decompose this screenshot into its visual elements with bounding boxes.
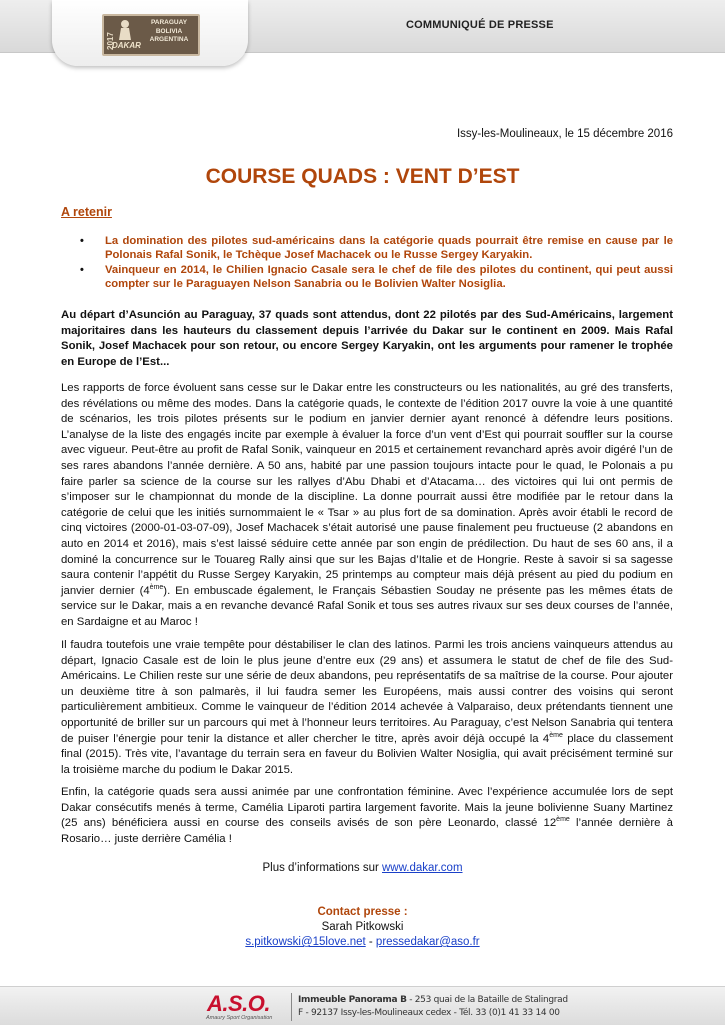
bullet-text: La domination des pilotes sud-américains dans la catégorie quads pourrait être remise en cause par le Polonais Rafal Sonik, le Tchèque Josef Machacek ou le Russe Sergey Karyakin.: [105, 235, 673, 262]
email-separator: -: [365, 936, 376, 948]
email-link[interactable]: s.pitkowski@15love.net: [245, 936, 366, 948]
footer-building: Immeuble Panorama B: [298, 995, 407, 1005]
paragraph-text: ). En embuscade également, le Français Sébastien Souday ne présente pas les mêmes états de service sur le Dakar, mais a en revanche devancé Rafal Sonik et tous ses autres rivaux sur ses deux courses de l’année, en Sardaigne et au Maroc !: [61, 584, 673, 628]
paragraph-text: place du classement final (2015). Très vite, l’avantage du terrain sera en faveur du Bolivien Walter Nosiglia, qui avait précisément terminé sur la troisième marche du podium le Dakar 2015.: [61, 732, 673, 776]
aso-logo: A.S.O.: [207, 991, 271, 1016]
logo-country: ARGENTINA: [149, 36, 189, 43]
key-points-list: [61, 234, 673, 292]
paragraph-text: Les rapports de force évoluent sans cesse sur le Dakar entre les constructeurs ou les nationalités, au gré des transferts, des révélations ou même des modes. Dans la catégorie quads, le contexte de l’édition 2017 ouvre la voie à une quantité de scénarios, les trois pilotes présents sur le podium en janvier dernier ayant renoncé à défendre leurs positions. L’analyse de la liste des engagés incite par exemple à évaluer la force d’un vent d’Est qui pourrait souffler sur la course avec vigueur. Peut-être au profit de Rafal Sonik, vainqueur en 2015 et certainement revanchard après avoir digéré l’un de ses rares abandons l’année dernière. A 50 ans, habité par une passion toujours intacte pour le quad, le Polonais a pu faire parler sa science de la course sur les rallyes d’Abu Dhabi et d’Atacama… des victoires qui lui ont permis de s’imposer sur le championnat du monde de la discipline. La donne pourrait aussi être modifiée par le retour dans la catégorie de celui que les initiés surnommaient le « Tsar » au plus fort de sa domination. Après avoir établi le record de cinq victoires (2000-01-03-07-09), Josef Machacek s’était autorisé une pause finalement peu fructueuse (2 abandons en auto en 2014 et 2016), mais s’est laissé séduire cette année par son engin de prédilection. Du haut de ses 60 ans, il a dominé la concurrence sur le Touareg Rally ainsi que sur les Bajas d’Italie et de Hongrie. Reste à savoir si sa sagesse saura contenir l’appétit du Russe Sergey Karyakin, 25 printemps au compteur mais déjà présent au pied du podium en janvier dernier (4: [61, 382, 673, 597]
superscript: ème: [549, 731, 563, 739]
more-info-line: [0, 862, 725, 874]
list-item: [61, 234, 673, 263]
aso-tagline: Amaury Sport Organisation: [206, 1015, 273, 1021]
paragraph-text: Enfin, la catégorie quads sera aussi animée par une confrontation féminine. Avec l’expérience accumulée lors de sept Dakar consécutifs menés à terme, Camélia Liparoti partira largement favorite. Mais la jeune bolivienne Suany Martinez (25 ans) bénéficiera aussi en course des conseils avisés de son père Leonardo, classé 12: [61, 786, 673, 830]
contact-name: Sarah Pitkowski: [321, 921, 404, 933]
page-title: COURSE QUADS : VENT D’EST: [205, 165, 520, 188]
lead-paragraph: Au départ d’Asunción au Paraguay, 37 quads sont attendus, dont 22 pilotés par des Sud-Américains, largement majoritaires dans les hauteurs du classement depuis l’arrivée du Dakar sur le continent en 2009. Mais Rafal Sonik, Josef Machacek pour son retour, ou encore Sergey Karyakin, ont les arguments pour ramener le trophée en Europe de l’Est...: [61, 309, 673, 368]
header-logo-tab: [52, 0, 248, 66]
footer: [0, 986, 725, 1025]
list-item: [61, 263, 673, 292]
date-line: Issy-les-Moulineaux, le 15 décembre 2016: [456, 128, 673, 140]
paragraph-text: l’année dernière à Rosario… juste derrière Camélia !: [61, 817, 673, 845]
section-heading: A retenir: [61, 205, 112, 219]
body-paragraph: [61, 785, 673, 847]
bedouin-icon: [116, 19, 134, 41]
more-info-text: Plus d’informations sur: [262, 862, 382, 874]
footer-divider: [291, 993, 292, 1021]
logo-countries: [142, 19, 196, 45]
paragraph-text: Il faudra toutefois une vraie tempête pour déstabiliser le clan des latinos. Parmi les trois anciens vainqueurs attendus au départ, Ignacio Casale est de loin le plus jeune d’entre eux (29 ans) et assumera le statut de chef de file des Sud-Américains. Le Chilien reste sur une série de deux abandons, peu représentatifs de sa maîtrise de la course. Pour ajouter un deuxième titre à son palmarès, il lui faudra semer les Européens, mais aussi contrer des voisins qui seront particulièrement ambitieux. Comme le vainqueur de l’édition 2014 achevée à Valparaiso, deux prétendants tiennent une opportunité de briller sur un parcours qui met à l’honneur leurs territoires. Au Paraguay, c’est Nelson Sanabria qui tentera de puiser l’énergie pour tenir la distance et aller chercher le titre, après avoir déjà occupé la 4: [61, 639, 673, 745]
dakar-logo: [102, 14, 200, 56]
bullet-icon: •: [80, 263, 84, 276]
contact-emails: [0, 936, 725, 948]
superscript: ème: [149, 583, 164, 591]
logo-year: 2017: [106, 32, 115, 50]
footer-address-line: [298, 995, 568, 1005]
logo-country: BOLIVIA: [155, 27, 183, 35]
email-link[interactable]: pressedakar@aso.fr: [375, 936, 480, 948]
footer-contact-line: F - 92137 Issy-les-Moulineaux cedex - Tél. 33 (0)1 41 33 14 00: [298, 1008, 560, 1018]
body-paragraph: [61, 381, 673, 631]
logo-country: PARAGUAY: [150, 19, 188, 26]
footer-street: - 253 quai de la Bataille de Stalingrad: [406, 995, 568, 1005]
website-link[interactable]: www.dakar.com: [382, 862, 463, 874]
logo-word: DAKAR: [112, 41, 141, 50]
press-release-label: COMMUNIQUÉ DE PRESSE: [406, 19, 554, 31]
bullet-icon: •: [80, 235, 84, 247]
body-paragraph: [61, 638, 673, 778]
contact-heading: Contact presse :: [317, 906, 408, 918]
superscript: ème: [556, 816, 570, 824]
bullet-text: Vainqueur en 2014, le Chilien Ignacio Casale sera le chef de file des pilotes du continent, qui peut aussi compter sur le Paraguayen Nelson Sanabria ou le Bolivien Walter Nosiglia.: [105, 263, 673, 291]
